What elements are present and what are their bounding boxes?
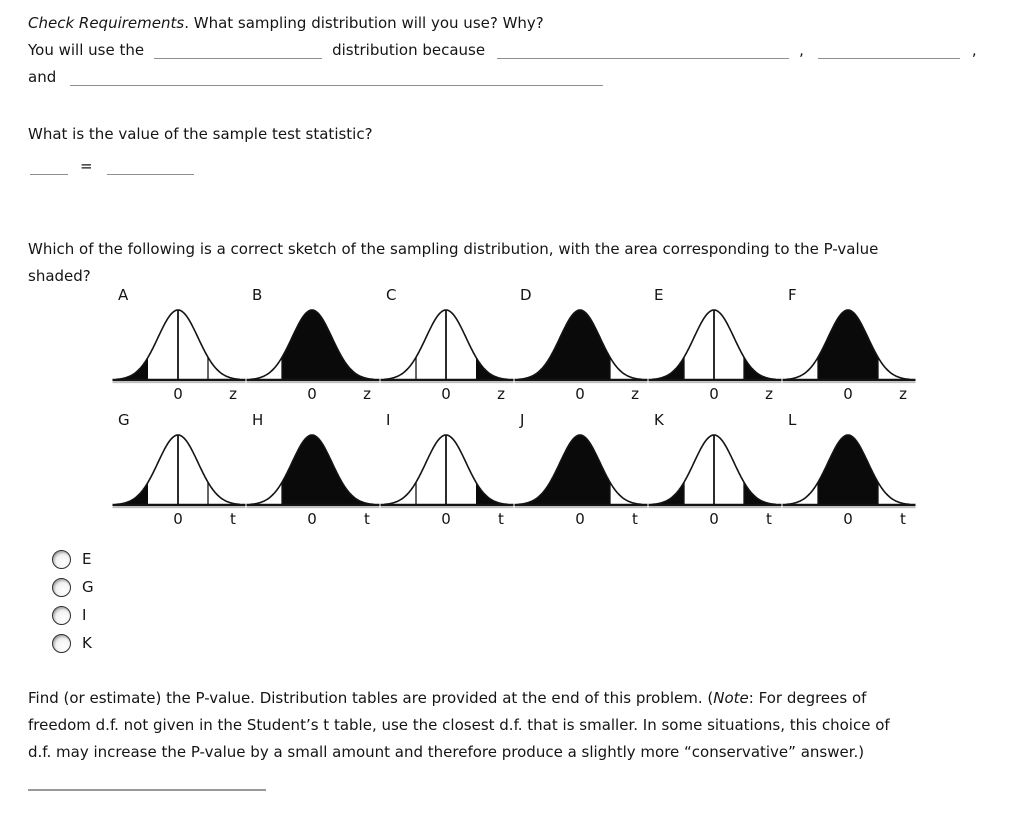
text: freedom d.f. not given in the Student’s t table, use the closest d.f. that is smaller. In some situations, this choice of	[28, 716, 890, 734]
sketch-question-section	[28, 236, 878, 290]
distribution-curve-H	[246, 429, 380, 527]
choice-option-I	[52, 601, 94, 629]
reason-blank-1	[497, 43, 789, 59]
sketch-letter-B: B	[252, 286, 263, 304]
distribution-name-blank	[154, 43, 322, 59]
answer-choices	[52, 545, 94, 657]
radio-button-G[interactable]	[52, 578, 71, 597]
fill-in-line-distribution	[28, 37, 977, 64]
p-value-answer-blank	[28, 781, 266, 791]
sketch-B	[246, 287, 380, 402]
distribution-curve-E	[648, 304, 782, 402]
axis-zero-label: 0	[307, 510, 317, 527]
choice-label-K: K	[82, 634, 92, 652]
axis-zero-label: 0	[843, 385, 853, 402]
distribution-curve-I	[380, 429, 514, 527]
axis-variable-label: t	[900, 510, 906, 527]
test-statistic-answer-line	[28, 153, 373, 180]
sketch-G	[112, 412, 246, 527]
p-value-line-2	[28, 712, 890, 739]
sketch-A	[112, 287, 246, 402]
sketch-letter-I: I	[386, 411, 391, 429]
axis-zero-label: 0	[709, 510, 719, 527]
italic-text: Note	[713, 689, 749, 707]
sketch-K	[648, 412, 782, 527]
p-value-section	[28, 685, 890, 766]
p-value-line-1	[28, 685, 890, 712]
sketch-letter-C: C	[386, 286, 397, 304]
sketch-question-line-2: shaded?	[28, 267, 91, 285]
lead-text: You will use the	[28, 41, 145, 59]
reason-blank-3	[70, 70, 603, 86]
axis-variable-label: t	[766, 510, 772, 527]
axis-variable-label: z	[631, 385, 639, 402]
sketch-letter-E: E	[654, 286, 664, 304]
equals-sign: =	[80, 157, 93, 175]
italic-text: Check Requirements	[28, 14, 185, 32]
distribution-curve-F	[782, 304, 916, 402]
sketch-letter-K: K	[654, 411, 664, 429]
statistic-value-blank	[107, 159, 194, 175]
statistic-symbol-blank	[30, 159, 68, 175]
axis-variable-label: z	[363, 385, 371, 402]
sketch-E	[648, 287, 782, 402]
p-value-line-3	[28, 739, 890, 766]
fill-in-line-and	[28, 64, 977, 91]
test-statistic-prompt: What is the value of the sample test statistic?	[28, 125, 373, 143]
axis-zero-label: 0	[173, 385, 183, 402]
test-statistic-section	[28, 121, 373, 180]
axis-variable-label: t	[632, 510, 638, 527]
distribution-curve-C	[380, 304, 514, 402]
distribution-curve-L	[782, 429, 916, 527]
choice-option-E	[52, 545, 94, 573]
axis-variable-label: z	[229, 385, 237, 402]
sketch-I	[380, 412, 514, 527]
radio-button-E[interactable]	[52, 550, 71, 569]
sketch-letter-A: A	[118, 286, 129, 304]
sketch-J	[514, 412, 648, 527]
choice-option-G	[52, 573, 94, 601]
axis-variable-label: t	[498, 510, 504, 527]
text: : For degrees of	[748, 689, 867, 707]
choice-label-G: G	[82, 578, 94, 596]
sketch-question-line-1: Which of the following is a correct sketch of the sampling distribution, with the area corresponding to the P-value	[28, 240, 879, 258]
choice-label-E: E	[82, 550, 92, 568]
sketch-row-t	[112, 412, 916, 527]
sketch-letter-D: D	[520, 286, 532, 304]
axis-zero-label: 0	[307, 385, 317, 402]
distribution-curve-B	[246, 304, 380, 402]
text: Find (or estimate) the P-value. Distribution tables are provided at the end of this problem. (	[28, 689, 714, 707]
distribution-curve-J	[514, 429, 648, 527]
distribution-curve-D	[514, 304, 648, 402]
axis-zero-label: 0	[843, 510, 853, 527]
radio-button-K[interactable]	[52, 634, 71, 653]
axis-zero-label: 0	[441, 385, 451, 402]
text: d.f. may increase the P-value by a small amount and therefore produce a slightly more “conservative” answer.)	[28, 743, 865, 761]
axis-zero-label: 0	[575, 385, 585, 402]
comma-separator: ,	[799, 41, 804, 59]
distribution-curve-G	[112, 429, 246, 527]
radio-button-I[interactable]	[52, 606, 71, 625]
axis-variable-label: z	[765, 385, 773, 402]
text: . What sampling distribution will you use? Why?	[184, 14, 544, 32]
sketch-H	[246, 412, 380, 527]
reason-blank-2	[818, 43, 960, 59]
axis-variable-label: z	[497, 385, 505, 402]
choice-label-I: I	[82, 606, 87, 624]
sketch-C	[380, 287, 514, 402]
comma-separator: ,	[971, 41, 977, 59]
sketch-letter-H: H	[252, 411, 264, 429]
sketch-L	[782, 412, 916, 527]
sketch-D	[514, 287, 648, 402]
axis-zero-label: 0	[173, 510, 183, 527]
axis-variable-label: t	[364, 510, 370, 527]
sketch-letter-L: L	[788, 411, 797, 429]
sketch-F	[782, 287, 916, 402]
distribution-curve-K	[648, 429, 782, 527]
mid-text: distribution because	[332, 41, 486, 59]
axis-variable-label: z	[899, 385, 907, 402]
check-requirements-heading	[28, 10, 977, 37]
sketch-letter-F: F	[788, 286, 797, 304]
axis-zero-label: 0	[575, 510, 585, 527]
axis-zero-label: 0	[441, 510, 451, 527]
sketch-letter-G: G	[118, 411, 130, 429]
and-text: and	[28, 68, 57, 86]
check-requirements-section	[28, 10, 977, 91]
choice-option-K	[52, 629, 94, 657]
sketch-row-z	[112, 287, 916, 402]
axis-variable-label: t	[230, 510, 236, 527]
sketch-letter-J: J	[520, 411, 525, 429]
axis-zero-label: 0	[709, 385, 719, 402]
distribution-curve-A	[112, 304, 246, 402]
